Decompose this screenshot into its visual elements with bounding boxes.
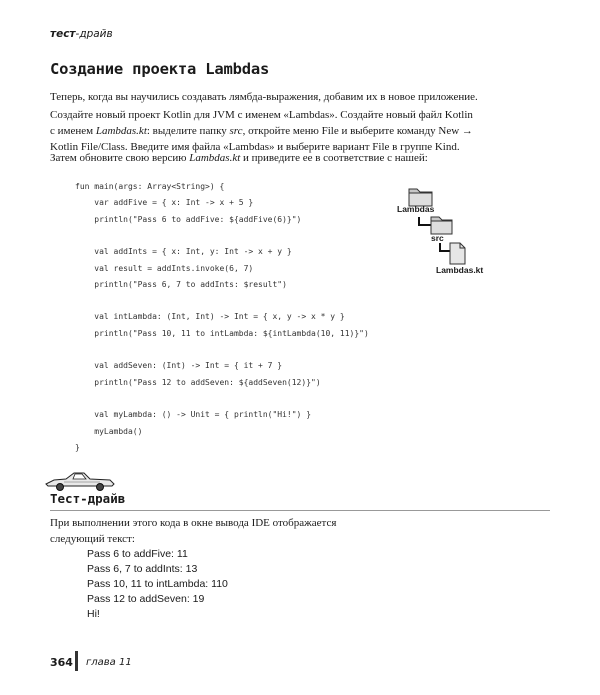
running-header xyxy=(50,28,113,40)
test-drive-intro xyxy=(50,515,470,547)
code-line: val myLambda: () -> Unit = { println("Hi!") } xyxy=(75,410,312,420)
file-icon xyxy=(450,243,465,264)
text-run: с именем xyxy=(50,125,96,137)
code-line: } xyxy=(75,442,80,452)
paragraph-instructions xyxy=(50,107,550,155)
instructions-line-3: Kotlin File/Class. Введите имя файла «Lambdas» и выберите вариант File в группе Kind. xyxy=(50,141,460,153)
code-line: val intLambda: (Int, Int) -> Int = { x, y -> x * y } xyxy=(75,312,345,322)
project-structure-diagram xyxy=(395,183,505,278)
folder-label-lambdas: Lambdas xyxy=(397,204,435,214)
page-number: 364 xyxy=(50,656,73,669)
output-line: Pass 12 to addSeven: 19 xyxy=(87,593,205,605)
code-line: myLambda() xyxy=(75,426,143,436)
output-line: Pass 6, 7 to addInts: 13 xyxy=(87,563,198,575)
text-run: и приведите ее в соответствие с нашей: xyxy=(240,152,428,164)
code-line: println("Pass 6 to addFive: ${addFive(6)}") xyxy=(75,214,302,224)
text-run: : выделите папку xyxy=(146,125,230,137)
footer-divider xyxy=(75,651,78,671)
running-header-bold: тест xyxy=(50,28,76,40)
filename-emphasis: Lambdas.kt xyxy=(95,125,147,137)
intro-line-1: При выполнении этого кода в окне вывода IDE отображается xyxy=(50,517,337,529)
code-line: var addFive = { x: Int -> x + 5 } xyxy=(75,198,254,208)
text-run: , откройте меню File и выберите команду New → xyxy=(242,125,473,137)
divider xyxy=(50,510,550,511)
intro-line-2: следующий текст: xyxy=(50,533,135,545)
car-icon xyxy=(44,470,116,492)
output-line: Hi! xyxy=(87,608,100,620)
code-line: val result = addInts.invoke(6, 7) xyxy=(75,263,254,273)
text-run: Затем обновите свою версию xyxy=(50,152,190,164)
test-drive-title: Тест-драйв xyxy=(50,491,126,506)
folder-label-src: src xyxy=(431,233,444,243)
section-title: Создание проекта Lambdas xyxy=(50,60,270,78)
tree-svg xyxy=(395,183,505,278)
folder-icon xyxy=(431,217,452,234)
code-listing xyxy=(75,179,415,459)
instructions-line-2 xyxy=(50,123,550,139)
paragraph-intro: Теперь, когда вы научились создавать лямбда-выражения, добавим их в новое приложение. xyxy=(50,91,478,103)
folder-emphasis: src xyxy=(229,125,243,137)
code-line: println("Pass 12 to addSeven: ${addSeven(12)}") xyxy=(75,377,321,387)
code-line: println("Pass 10, 11 to intLambda: ${intLambda(10, 11)}") xyxy=(75,328,369,338)
instructions-line-1: Создайте новый проект Kotlin для JVM с именем «Lambdas». Создайте новый файл Kotlin xyxy=(50,109,473,121)
file-label-lambdas-kt: Lambdas.kt xyxy=(436,265,484,275)
code-line: val addInts = { x: Int, y: Int -> x + y } xyxy=(75,247,292,257)
code-line: println("Pass 6, 7 to addInts: $result") xyxy=(75,279,287,289)
code-line: fun main(args: Array<String>) { xyxy=(75,182,225,191)
running-header-rest: -драйв xyxy=(75,28,113,40)
output-line: Pass 10, 11 to intLambda: 110 xyxy=(87,578,228,590)
chapter-label: глава 11 xyxy=(86,657,132,668)
code-line: val addSeven: (Int) -> Int = { it + 7 } xyxy=(75,361,283,371)
filename-emphasis: Lambdas.kt xyxy=(189,152,241,164)
paragraph-update xyxy=(50,150,550,166)
output-line: Pass 6 to addFive: 11 xyxy=(87,548,188,560)
